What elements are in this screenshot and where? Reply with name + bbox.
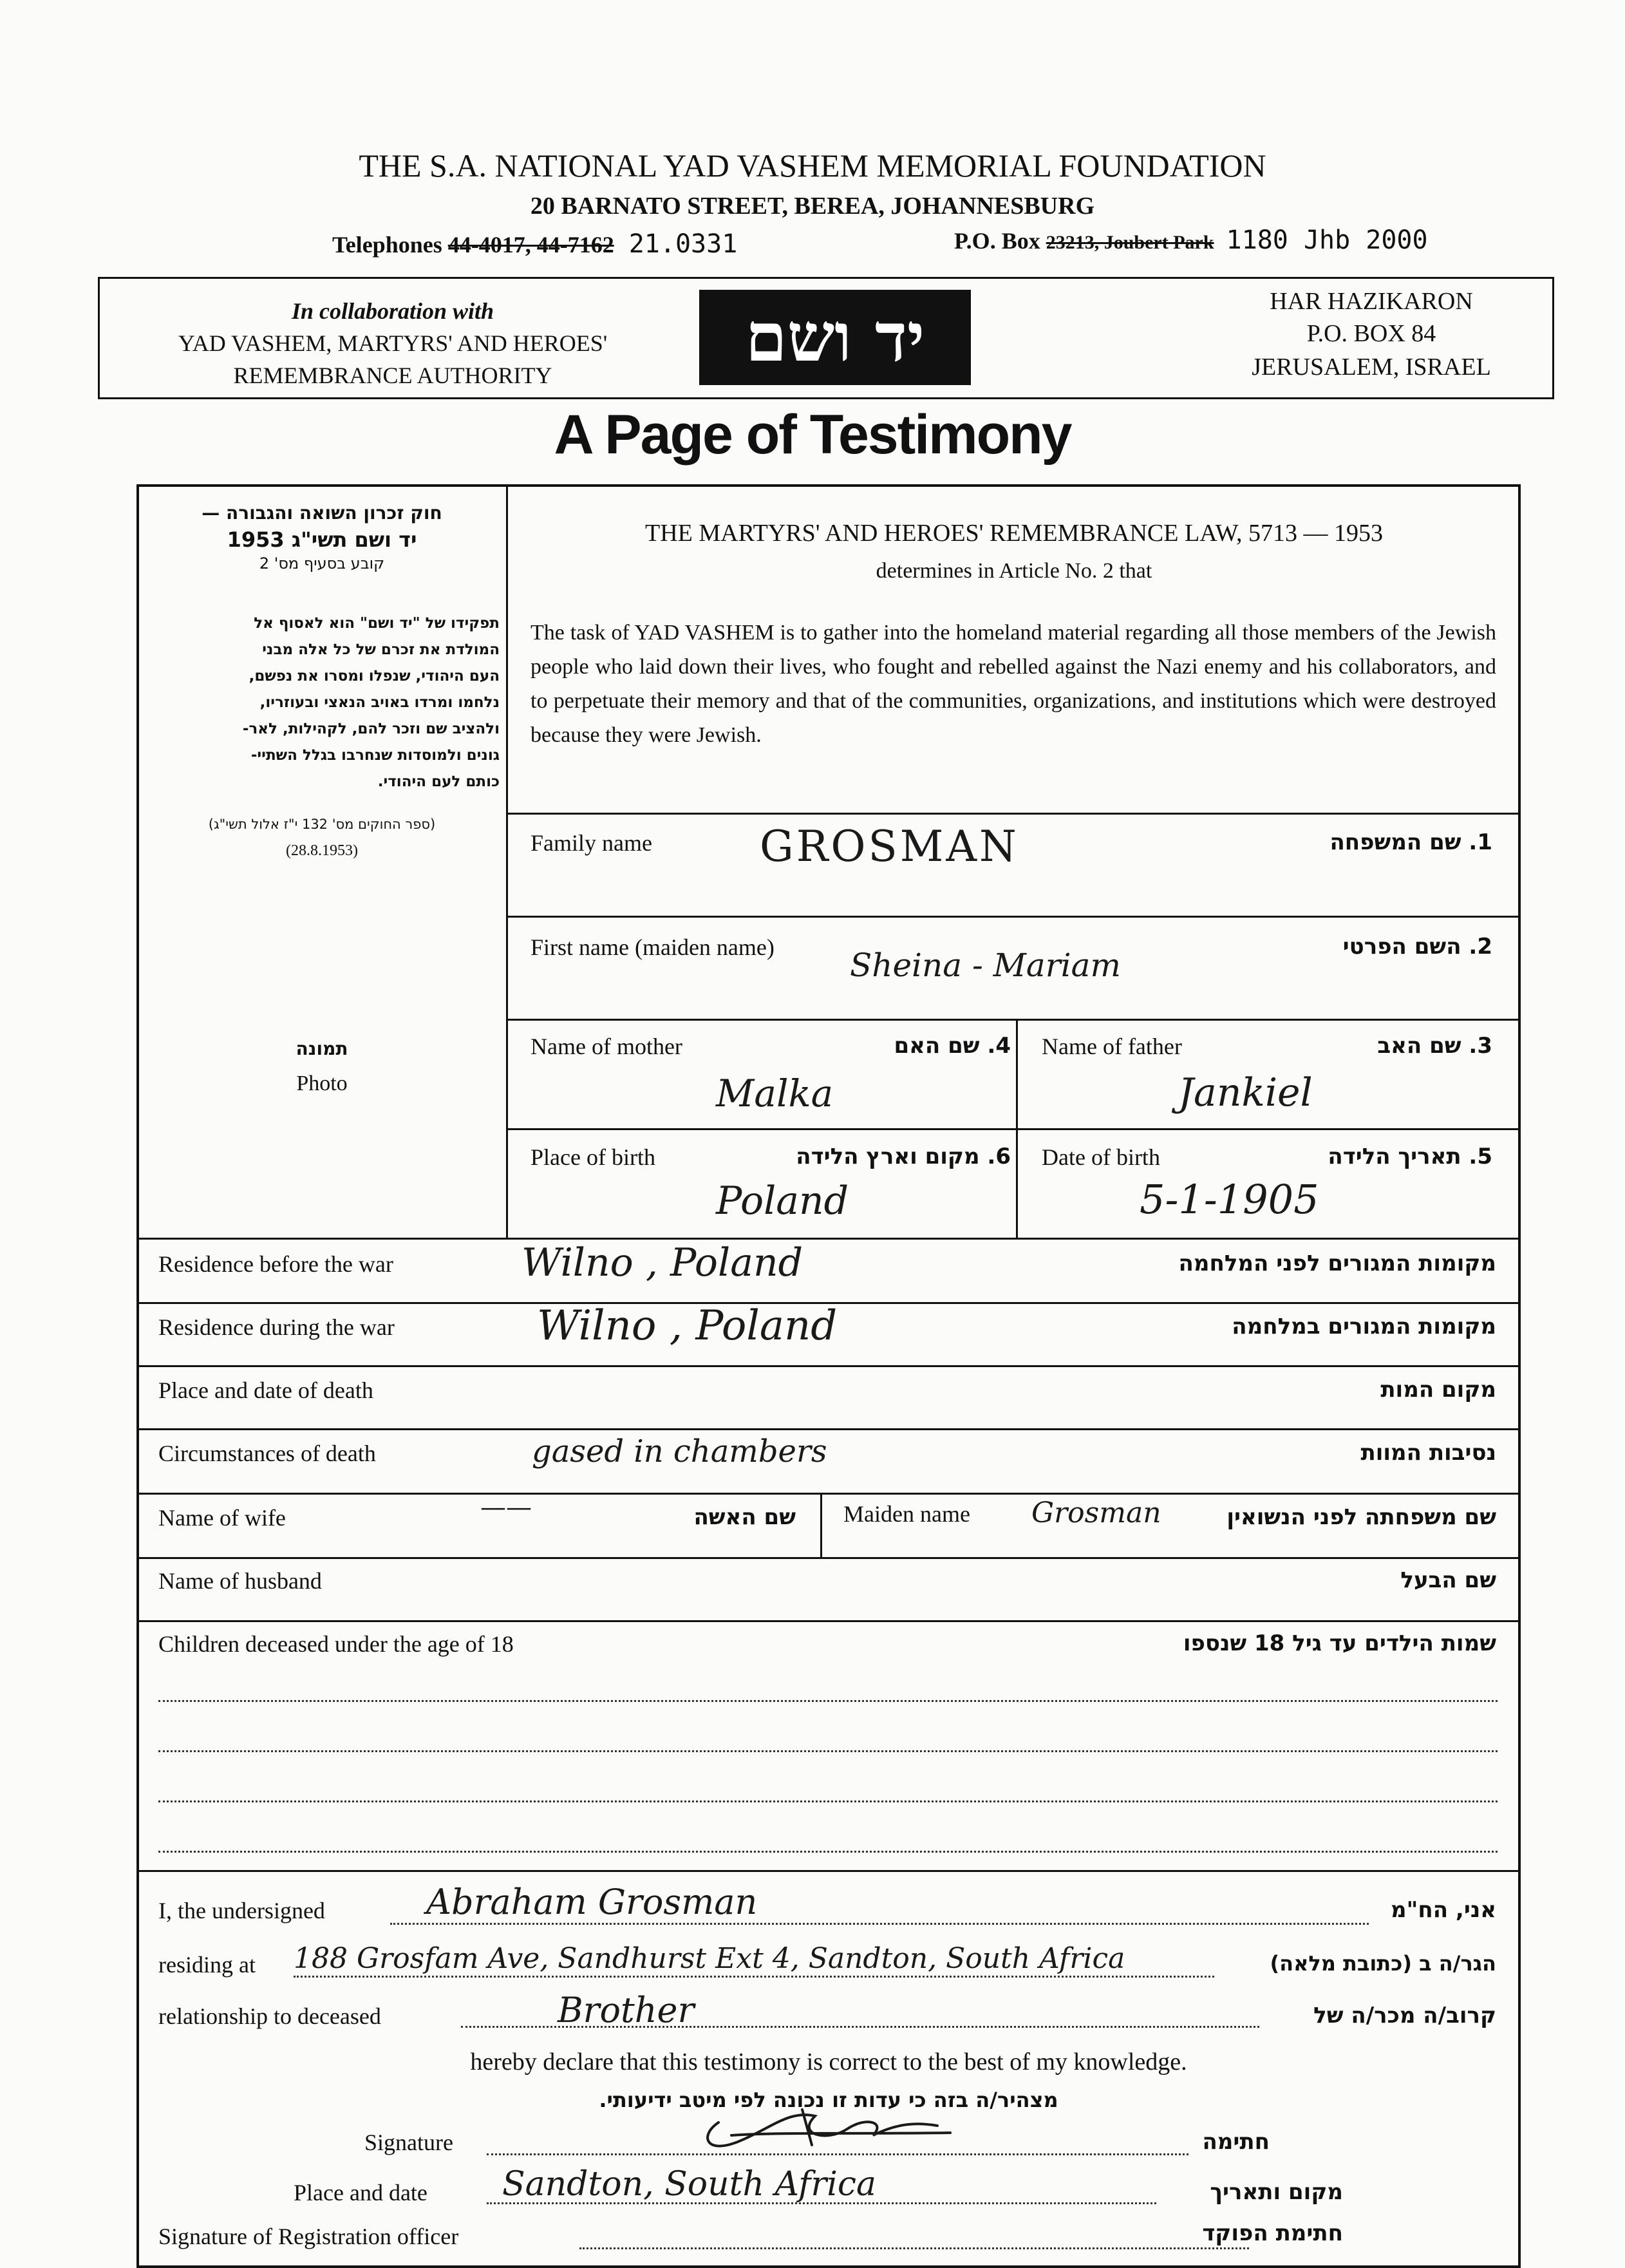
collab-right1: HAR HAZIKARON [1270,288,1473,315]
children-line[interactable] [158,1750,1498,1752]
circumstances-heb: נסיבות המוות [1360,1440,1496,1466]
hereby-declare-heb: מצהיר/ה בזה כי עדות זו נכונה לפי מיטב ידיעותי. [599,2088,1058,2112]
residing-heb: הגר/ה ב (כתובת מלאה) [1270,1951,1496,1976]
wife-label: Name of wife [158,1505,286,1531]
children-line[interactable] [158,1800,1498,1802]
grid-vline [820,1493,822,1557]
signature-scribble[interactable] [693,2097,963,2159]
family-name-heb: 1. שם המשפחה [1329,829,1492,855]
reg-officer-heb: חתימת הפוקד [1202,2220,1343,2246]
sidebar-heb-line: תפקידו של "יד ושם" הוא לאסוף אל [254,615,500,632]
first-name-heb: 2. השם הפרטי [1342,934,1492,959]
first-name-label: First name (maiden name) [531,934,775,960]
birth-place-heb: 6. מקום וארץ הלידה [796,1144,1011,1169]
grid-line [136,1365,1521,1367]
residing-label: residing at [158,1952,256,1978]
maiden-label: Maiden name [843,1501,970,1527]
yad-vashem-logo: יד ושם [699,290,971,385]
pobox-label: P.O. Box [954,228,1040,254]
telephones-line [332,229,737,259]
wife-heb: שם האשה [693,1504,796,1530]
reg-officer-line [579,2247,1249,2249]
birth-place-value[interactable]: Poland [716,1178,849,1224]
maiden-value[interactable]: Grosman [1031,1497,1161,1529]
photo-label: Photo [296,1072,348,1095]
place-date-heb: מקום ותאריך [1210,2179,1343,2205]
relationship-label: relationship to deceased [158,2003,381,2029]
sidebar-heb-line: ולהציב שם וזכר להם, לקהילות, לאר- [242,721,500,737]
sidebar-law [143,502,501,572]
sidebar-heb-body [144,610,500,795]
sidebar-heb-title2: יד ושם תשי"ג 1953 [227,527,417,552]
signature-label: Signature [364,2130,453,2155]
children-line[interactable] [158,1851,1498,1853]
children-heb: שמות הילדים עד גיל 18 שנספו [1183,1630,1496,1656]
husband-label: Name of husband [158,1568,322,1594]
undersigned-value[interactable]: Abraham Grosman [426,1882,758,1922]
hereby-declare: hereby declare that this testimony is correct to the best of my knowledge. [470,2048,1187,2075]
circumstances-label: Circumstances of death [158,1441,376,1466]
sidebar-heb-source: (ספר החוקים מס' 132 י"ז אלול תשי"ג) [208,817,436,832]
res-during-value[interactable]: Wilno , Poland [537,1302,838,1350]
father-value[interactable]: Jankiel [1178,1070,1313,1115]
row-divider [136,1238,1521,1240]
grid-line [506,916,1521,918]
res-before-value[interactable]: Wilno , Poland [521,1240,803,1285]
children-line[interactable] [158,1700,1498,1702]
pobox-new: 1180 Jhb 2000 [1226,225,1428,255]
law-title: THE MARTYRS' AND HEROES' REMEMBRANCE LAW, 5713 — 1953 [645,520,1383,547]
sidebar-heb-line: נלחמו ומרדו באויב הנאצי ובעוזריו, [259,694,500,711]
signature-heb: חתימה [1202,2129,1270,2155]
org-name: THE S.A. NATIONAL YAD VASHEM MEMORIAL FOUNDATION [359,147,1266,184]
family-name-label: Family name [531,830,652,856]
wife-value[interactable]: —— [480,1493,532,1522]
telephones-label: Telephones [332,232,442,258]
res-during-heb: מקומות המגורים במלחמה [1232,1314,1496,1339]
circumstances-value[interactable]: gased in chambers [532,1433,827,1469]
grid-line [136,1557,1521,1559]
collab-right3: JERUSALEM, ISRAEL [1252,354,1491,381]
birth-date-label: Date of birth [1042,1144,1160,1170]
birth-date-heb: 5. תאריך הלידה [1328,1144,1492,1169]
family-name-value[interactable]: GROSMAN [760,822,1019,871]
residing-value[interactable]: 188 Grosfam Ave, Sandhurst Ext 4, Sandton, South Africa [294,1942,1125,1975]
sidebar-date: (28.8.1953) [286,842,358,859]
residing-line [294,1976,1214,1978]
mother-label: Name of mother [531,1034,682,1059]
sidebar-heb-line: המולדת את זכרם של כל אלה מבני [262,641,500,658]
grid-vline [1016,1019,1018,1238]
sidebar-heb-title3: קובע בסעיף מס' 2 [259,554,385,572]
reg-officer-label: Signature of Registration officer [158,2224,459,2249]
first-name-value[interactable]: Sheina - Mariam [850,947,1121,984]
death-place-heb: מקום המות [1380,1377,1496,1403]
org-address: 20 BARNATO STREET, BEREA, JOHANNESBURG [530,193,1095,220]
grid-line [506,813,1521,815]
grid-line [506,1128,1521,1130]
birth-place-label: Place of birth [531,1144,655,1170]
relationship-value[interactable]: Brother [558,1990,695,2030]
collab-line2: YAD VASHEM, MARTYRS' AND HEROES' [178,330,608,356]
page-title: A Page of Testimony [554,404,1071,466]
father-label: Name of father [1042,1034,1182,1059]
collab-line3: REMEMBRANCE AUTHORITY [233,363,552,388]
children-label: Children deceased under the age of 18 [158,1631,514,1657]
undersigned-line [390,1923,1369,1925]
mother-heb: 4. שם האם [894,1033,1011,1059]
law-body: The task of YAD VASHEM is to gather into the homeland material regarding all those members of the Jewish people who laid down their lives, who fought and rebelled against the Nazi enemy and his collaborators, and to perpetuate their memory and that of the communities, organizations, and institutions which were destroyed because they were Jewish. [531,621,1496,747]
maiden-heb: שם משפחתה לפני הנשואין [1226,1504,1496,1530]
grid-line [136,1870,1521,1872]
res-during-label: Residence during the war [158,1314,395,1340]
grid-line [136,1620,1521,1622]
telephones-struck: 44-4017, 44-7162 [447,232,614,258]
photo-heb-label: תמונה [296,1038,348,1059]
relationship-heb: קרוב/ה מכר/ה של [1313,2003,1496,2028]
sidebar-heb-line: גונים ולמוסדות שנחרבו בגלל השתיי- [250,747,500,764]
undersigned-heb: אני, הח"מ [1391,1897,1496,1923]
father-heb: 3. שם האב [1377,1033,1492,1059]
grid-line [506,1019,1521,1021]
collab-line1: In collaboration with [291,298,494,324]
sidebar-heb-title1: חוק זכרון השואה והגבורה — [202,502,442,524]
collab-right2: P.O. BOX 84 [1306,320,1436,347]
place-date-value[interactable]: Sandton, South Africa [502,2165,876,2204]
sidebar-heb-line: כותם לעם היהודי. [377,773,500,790]
birth-date-value[interactable]: 5-1-1905 [1140,1176,1319,1223]
sidebar-heb-line: העם היהודי, שנפלו ומסרו את נפשם, [249,668,500,685]
res-before-label: Residence before the war [158,1251,393,1277]
law-subtitle: determines in Article No. 2 that [876,559,1152,583]
pobox-struck: 23213, Joubert Park [1046,232,1214,253]
mother-value[interactable]: Malka [716,1072,834,1115]
telephones-new: 21.0331 [628,229,738,259]
grid-line [136,1493,1521,1495]
pobox-line [954,225,1428,255]
res-before-heb: מקומות המגורים לפני המלחמה [1178,1251,1496,1276]
grid-line [136,1428,1521,1430]
place-date-label: Place and date [294,2180,427,2206]
sidebar-divider [506,484,508,1238]
undersigned-label: I, the undersigned [158,1898,325,1923]
husband-heb: שם הבעל [1400,1567,1496,1593]
death-place-label: Place and date of death [158,1377,373,1403]
